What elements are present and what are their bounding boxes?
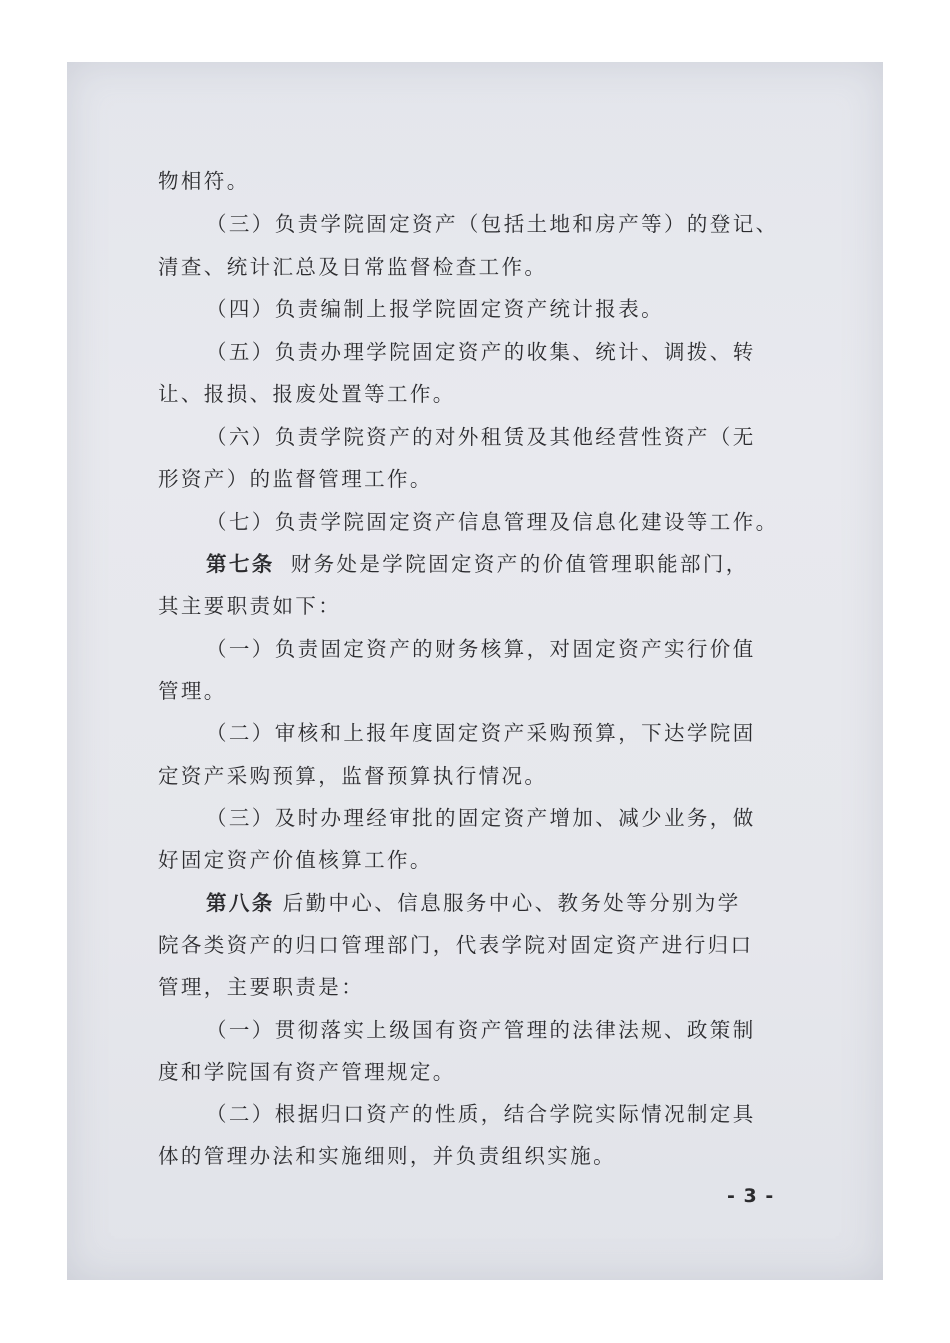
scanned-page bbox=[67, 62, 883, 1280]
text-line: （七）负责学院固定资产信息管理及信息化建设等工作。 bbox=[206, 510, 779, 534]
text-line: 管理，主要职责是： bbox=[158, 975, 365, 999]
text-line: 院各类资产的归口管理部门，代表学院对固定资产进行归口 bbox=[158, 933, 754, 957]
text-line: （三）负责学院固定资产（包括土地和房产等）的登记、 bbox=[206, 212, 779, 236]
text-line: （一）负责固定资产的财务核算，对固定资产实行价值 bbox=[206, 637, 756, 661]
text-line: （四）负责编制上报学院固定资产统计报表。 bbox=[206, 297, 664, 321]
text-line: 定资产采购预算，监督预算执行情况。 bbox=[158, 764, 548, 788]
text-line: 管理。 bbox=[158, 679, 227, 703]
text-line: （二）根据归口资产的性质，结合学院实际情况制定具 bbox=[206, 1102, 756, 1126]
page-number: - 3 - bbox=[727, 1185, 775, 1207]
text-line: 清查、统计汇总及日常监督检查工作。 bbox=[158, 255, 548, 279]
text-line: 好固定资产价值核算工作。 bbox=[158, 848, 433, 872]
text-line: 其主要职责如下： bbox=[158, 594, 342, 618]
text-line: （二）审核和上报年度固定资产采购预算，下达学院固 bbox=[206, 721, 756, 745]
article-heading: 第八条 bbox=[206, 891, 275, 915]
text-line: （一）贯彻落实上级国有资产管理的法律法规、政策制 bbox=[206, 1018, 756, 1042]
text-line: （六）负责学院资产的对外租赁及其他经营性资产（无 bbox=[206, 425, 756, 449]
article-eight-line: 第八条 后勤中心、信息服务中心、教务处等分别为学 bbox=[206, 891, 741, 915]
article-seven-line: 第七条 财务处是学院固定资产的价值管理职能部门， bbox=[206, 552, 749, 576]
text-line: （三）及时办理经审批的固定资产增加、减少业务，做 bbox=[206, 806, 756, 830]
text-line: 物相符。 bbox=[158, 169, 250, 193]
text-line: 让、报损、报废处置等工作。 bbox=[158, 382, 456, 406]
text-line: 形资产）的监督管理工作。 bbox=[158, 467, 433, 491]
text-line: 体的管理办法和实施细则，并负责组织实施。 bbox=[158, 1144, 616, 1168]
text-line: 度和学院国有资产管理规定。 bbox=[158, 1060, 456, 1084]
article-heading: 第七条 bbox=[206, 552, 275, 576]
text-line: （五）负责办理学院固定资产的收集、统计、调拨、转 bbox=[206, 340, 756, 364]
